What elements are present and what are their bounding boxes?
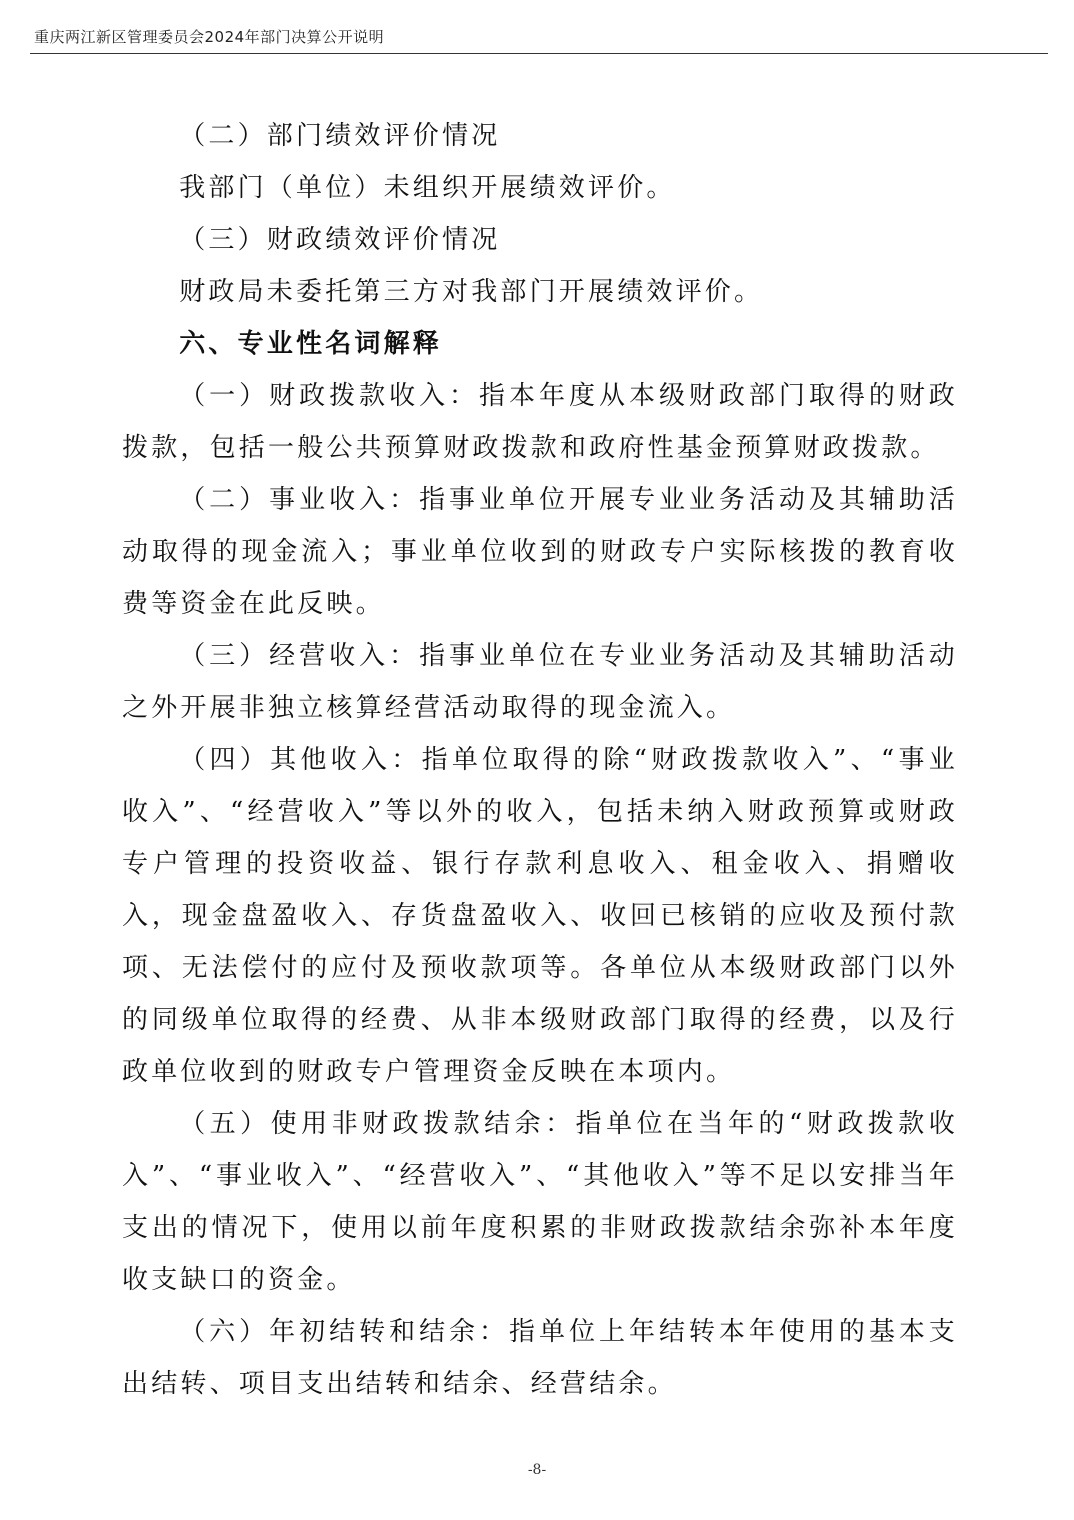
paragraph-fiscal-performance-eval: 财政局未委托第三方对我部门开展绩效评价。 (179, 277, 764, 307)
heading-dept-performance-eval: （二）部门绩效评价情况 (179, 121, 501, 151)
term-operating-income: （三）经营收入：指事业单位在专业业务活动及其辅助活动之外开展非独立核算经营活动取得的现金流入。 (122, 641, 958, 723)
term-fiscal-appropriation-income: （一）财政拨款收入：指本年度从本级财政部门取得的财政拨款，包括一般公共预算财政拨款和政府性基金预算财政拨款。 (122, 381, 958, 463)
section-title-terminology: 六、专业性名词解释 (179, 329, 442, 359)
term-non-fiscal-balance-use: （五）使用非财政拨款结余：指单位在当年的“财政拨款收入”、“事业收入”、“经营收入”、“其他收入”等不足以安排当年支出的情况下，使用以前年度积累的非财政拨款结余弥补本年度收支缺口的资金。 (122, 1109, 958, 1295)
heading-fiscal-performance-eval: （三）财政绩效评价情况 (179, 225, 501, 255)
paragraph-dept-performance-eval: 我部门（单位）未组织开展绩效评价。 (179, 173, 676, 203)
header-divider (30, 53, 1048, 54)
term-opening-carryover-balance: （六）年初结转和结余：指单位上年结转本年使用的基本支出结转、项目支出结转和结余、经营结余。 (122, 1317, 958, 1399)
term-business-income: （二）事业收入：指事业单位开展专业业务活动及其辅助活动取得的现金流入；事业单位收到的财政专户实际核拨的教育收费等资金在此反映。 (122, 485, 958, 619)
page-header: 重庆两江新区管理委员会2024年部门决算公开说明 (34, 28, 385, 46)
document-body (122, 110, 958, 1410)
term-other-income: （四）其他收入：指单位取得的除“财政拨款收入”、“事业收入”、“经营收入”等以外的收入，包括未纳入财政预算或财政专户管理的投资收益、银行存款利息收入、租金收入、捐赠收入，现金盘盈收入、存货盘盈收入、收回已核销的应收及预付款项、无法偿付的应付及预收款项等。各单位从本级财政部门以外的同级单位取得的经费、从非本级财政部门取得的经费，以及行政单位收到的财政专户管理资金反映在本项内。 (122, 745, 958, 1087)
page-number: -8- (527, 1462, 547, 1478)
